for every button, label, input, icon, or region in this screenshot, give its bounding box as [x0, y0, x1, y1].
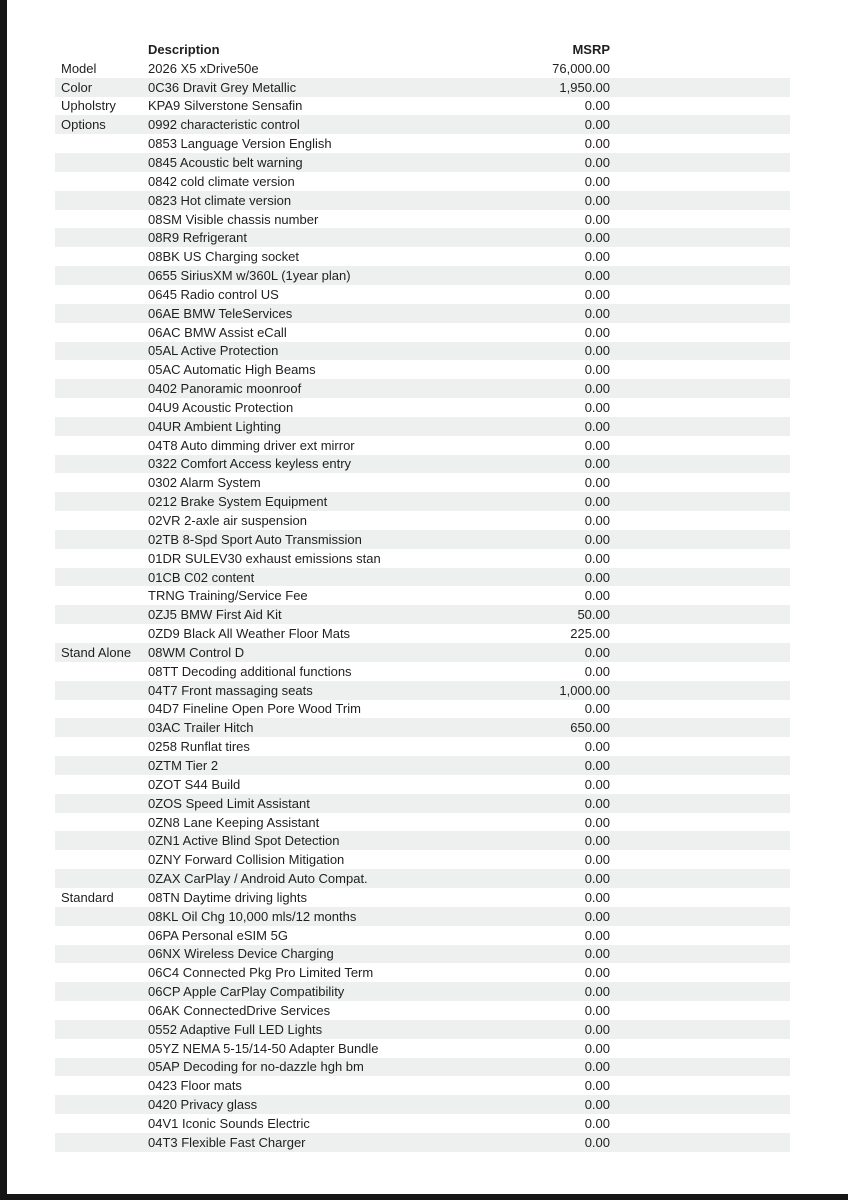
table-row [55, 1133, 790, 1152]
cell-msrp: 0.00 [584, 456, 610, 472]
table-row [55, 530, 790, 549]
cell-msrp: 0.00 [584, 117, 610, 133]
cell-msrp: 0.00 [584, 1078, 610, 1094]
cell-msrp: 0.00 [584, 833, 610, 849]
cell-description: 08TT Decoding additional functions [148, 663, 352, 679]
table-row [55, 549, 790, 568]
cell-category: Model [61, 60, 97, 76]
table-row [55, 115, 790, 134]
scan-edge-left [0, 0, 7, 1200]
cell-msrp: 0.00 [584, 324, 610, 340]
cell-msrp: 0.00 [584, 739, 610, 755]
table-row [55, 888, 790, 907]
cell-msrp: 0.00 [584, 475, 610, 491]
table-row [55, 59, 790, 78]
cell-description: 0ZTM Tier 2 [148, 757, 219, 773]
table-row [55, 1114, 790, 1133]
cell-description: KPA9 Silverstone Sensafin [148, 98, 303, 114]
table-row [55, 360, 790, 379]
table-row [55, 473, 790, 492]
cell-description: 03AC Trailer Hitch [148, 720, 254, 736]
cell-description: 0845 Acoustic belt warning [148, 154, 303, 170]
table-row [55, 681, 790, 700]
table-row [55, 191, 790, 210]
cell-msrp: 0.00 [584, 418, 610, 434]
cell-description: 0258 Runflat tires [148, 739, 250, 755]
cell-category: Upholstry [61, 98, 116, 114]
cell-description: 0842 cold climate version [148, 173, 295, 189]
cell-msrp: 1,000.00 [559, 682, 610, 698]
cell-description: 05AL Active Protection [148, 343, 279, 359]
cell-description: 06AC BMW Assist eCall [148, 324, 287, 340]
cell-description: 04T7 Front massaging seats [148, 682, 313, 698]
cell-description: 06PA Personal eSIM 5G [148, 927, 288, 943]
table-row [55, 907, 790, 926]
cell-description: 02TB 8-Spd Sport Auto Transmission [148, 531, 362, 547]
table-row [55, 624, 790, 643]
table-row [55, 869, 790, 888]
cell-msrp: 0.00 [584, 1002, 610, 1018]
cell-msrp: 0.00 [584, 136, 610, 152]
cell-msrp: 0.00 [584, 437, 610, 453]
cell-description: 0552 Adaptive Full LED Lights [148, 1021, 323, 1037]
table-row [55, 775, 790, 794]
cell-description: TRNG Training/Service Fee [148, 588, 308, 604]
table-row [55, 78, 790, 97]
table-row [55, 436, 790, 455]
header-description: Description [148, 41, 220, 57]
cell-msrp: 0.00 [584, 343, 610, 359]
cell-msrp: 0.00 [584, 663, 610, 679]
cell-description: 0ZD9 Black All Weather Floor Mats [148, 626, 351, 642]
cell-description: 0212 Brake System Equipment [148, 494, 328, 510]
table-row [55, 97, 790, 116]
cell-description: 0322 Comfort Access keyless entry [148, 456, 352, 472]
cell-category: Stand Alone [61, 644, 132, 660]
cell-description: 05YZ NEMA 5-15/14-50 Adapter Bundle [148, 1040, 379, 1056]
table-row [55, 700, 790, 719]
cell-description: 0ZN8 Lane Keeping Assistant [148, 814, 320, 830]
cell-description: 0ZOT S44 Build [148, 776, 241, 792]
cell-msrp: 0.00 [584, 550, 610, 566]
cell-msrp: 0.00 [584, 946, 610, 962]
cell-description: 0ZN1 Active Blind Spot Detection [148, 833, 340, 849]
cell-description: 02VR 2-axle air suspension [148, 513, 307, 529]
cell-description: 0ZOS Speed Limit Assistant [148, 795, 310, 811]
scan-edge-bottom [0, 1194, 848, 1200]
cell-msrp: 0.00 [584, 1097, 610, 1113]
table-row [55, 304, 790, 323]
cell-msrp: 76,000.00 [552, 60, 610, 76]
cell-description: 06NX Wireless Device Charging [148, 946, 334, 962]
cell-msrp: 0.00 [584, 268, 610, 284]
cell-msrp: 0.00 [584, 795, 610, 811]
cell-msrp: 0.00 [584, 173, 610, 189]
cell-msrp: 0.00 [584, 362, 610, 378]
cell-msrp: 0.00 [584, 871, 610, 887]
cell-msrp: 0.00 [584, 1134, 610, 1150]
table-row [55, 586, 790, 605]
table-row [55, 134, 790, 153]
table-row [55, 398, 790, 417]
table-row [55, 643, 790, 662]
table-row [55, 662, 790, 681]
cell-description: 04T8 Auto dimming driver ext mirror [148, 437, 355, 453]
cell-description: 08R9 Refrigerant [148, 230, 247, 246]
table-row [55, 756, 790, 775]
table-row [55, 342, 790, 361]
table-row [55, 982, 790, 1001]
cell-msrp: 225.00 [570, 626, 610, 642]
table-row [55, 605, 790, 624]
cell-category: Standard [61, 889, 114, 905]
cell-msrp: 0.00 [584, 701, 610, 717]
cell-description: 06CP Apple CarPlay Compatibility [148, 984, 345, 1000]
cell-description: 0C36 Dravit Grey Metallic [148, 79, 297, 95]
cell-msrp: 0.00 [584, 211, 610, 227]
cell-msrp: 0.00 [584, 399, 610, 415]
cell-msrp: 650.00 [570, 720, 610, 736]
cell-msrp: 0.00 [584, 192, 610, 208]
table-row [55, 379, 790, 398]
table-row [55, 247, 790, 266]
table-row [55, 1058, 790, 1077]
cell-msrp: 50.00 [577, 607, 610, 623]
cell-description: 04V1 Iconic Sounds Electric [148, 1116, 310, 1132]
table-row [55, 172, 790, 191]
cell-category: Options [61, 117, 106, 133]
table-row [55, 511, 790, 530]
cell-description: 08TN Daytime driving lights [148, 889, 307, 905]
table-row [55, 737, 790, 756]
cell-msrp: 0.00 [584, 984, 610, 1000]
cell-description: 05AP Decoding for no-dazzle hgh bm [148, 1059, 364, 1075]
cell-msrp: 0.00 [584, 757, 610, 773]
cell-description: 0402 Panoramic moonroof [148, 381, 302, 397]
cell-msrp: 0.00 [584, 852, 610, 868]
cell-msrp: 0.00 [584, 494, 610, 510]
cell-msrp: 0.00 [584, 908, 610, 924]
cell-description: 0302 Alarm System [148, 475, 261, 491]
table-row [55, 285, 790, 304]
table-row [55, 945, 790, 964]
cell-description: 06AK ConnectedDrive Services [148, 1002, 331, 1018]
cell-msrp: 0.00 [584, 1116, 610, 1132]
cell-description: 08WM Control D [148, 644, 245, 660]
cell-msrp: 0.00 [584, 230, 610, 246]
cell-description: 0420 Privacy glass [148, 1097, 258, 1113]
table-row [55, 813, 790, 832]
cell-msrp: 0.00 [584, 644, 610, 660]
cell-msrp: 0.00 [584, 965, 610, 981]
cell-description: 04UR Ambient Lighting [148, 418, 281, 434]
table-row [55, 850, 790, 869]
header-msrp: MSRP [572, 41, 610, 57]
table-row [55, 323, 790, 342]
table-row [55, 492, 790, 511]
table-row [55, 1020, 790, 1039]
cell-description: 0ZNY Forward Collision Mitigation [148, 852, 345, 868]
cell-msrp: 0.00 [584, 513, 610, 529]
cell-description: 0992 characteristic control [148, 117, 300, 133]
cell-msrp: 0.00 [584, 154, 610, 170]
cell-msrp: 0.00 [584, 1021, 610, 1037]
cell-description: 04D7 Fineline Open Pore Wood Trim [148, 701, 361, 717]
table-header-row [55, 40, 790, 59]
cell-description: 2026 X5 xDrive50e [148, 60, 259, 76]
table-row [55, 1076, 790, 1095]
cell-description: 05AC Automatic High Beams [148, 362, 316, 378]
vehicle-options-table [55, 40, 790, 1152]
cell-description: 04U9 Acoustic Protection [148, 399, 294, 415]
cell-description: 01DR SULEV30 exhaust emissions stan [148, 550, 381, 566]
table-row [55, 794, 790, 813]
cell-msrp: 1,950.00 [559, 79, 610, 95]
cell-description: 04T3 Flexible Fast Charger [148, 1134, 306, 1150]
cell-msrp: 0.00 [584, 381, 610, 397]
cell-msrp: 0.00 [584, 98, 610, 114]
cell-msrp: 0.00 [584, 776, 610, 792]
table-row [55, 926, 790, 945]
table-row [55, 568, 790, 587]
table-row [55, 228, 790, 247]
table-row [55, 210, 790, 229]
table-row [55, 1001, 790, 1020]
cell-msrp: 0.00 [584, 1059, 610, 1075]
cell-msrp: 0.00 [584, 814, 610, 830]
table-row [55, 417, 790, 436]
cell-description: 06AE BMW TeleServices [148, 305, 293, 321]
cell-description: 08SM Visible chassis number [148, 211, 319, 227]
cell-description: 0645 Radio control US [148, 286, 279, 302]
cell-msrp: 0.00 [584, 588, 610, 604]
cell-category: Color [61, 79, 93, 95]
table-row [55, 831, 790, 850]
cell-description: 01CB C02 content [148, 569, 255, 585]
table-row [55, 1095, 790, 1114]
cell-description: 0823 Hot climate version [148, 192, 292, 208]
cell-description: 0ZAX CarPlay / Android Auto Compat. [148, 871, 368, 887]
cell-description: 06C4 Connected Pkg Pro Limited Term [148, 965, 374, 981]
cell-msrp: 0.00 [584, 305, 610, 321]
table-row [55, 1039, 790, 1058]
cell-description: 0655 SiriusXM w/360L (1year plan) [148, 268, 351, 284]
table-row [55, 266, 790, 285]
table-row [55, 718, 790, 737]
cell-msrp: 0.00 [584, 927, 610, 943]
cell-description: 0853 Language Version English [148, 136, 332, 152]
table-row [55, 153, 790, 172]
cell-msrp: 0.00 [584, 286, 610, 302]
table-row [55, 963, 790, 982]
cell-description: 0ZJ5 BMW First Aid Kit [148, 607, 282, 623]
cell-description: 08BK US Charging socket [148, 249, 300, 265]
table-row [55, 455, 790, 474]
cell-description: 0423 Floor mats [148, 1078, 242, 1094]
cell-msrp: 0.00 [584, 249, 610, 265]
cell-msrp: 0.00 [584, 531, 610, 547]
cell-msrp: 0.00 [584, 889, 610, 905]
cell-description: 08KL Oil Chg 10,000 mls/12 months [148, 908, 357, 924]
table-body [55, 59, 790, 1152]
cell-msrp: 0.00 [584, 1040, 610, 1056]
cell-msrp: 0.00 [584, 569, 610, 585]
